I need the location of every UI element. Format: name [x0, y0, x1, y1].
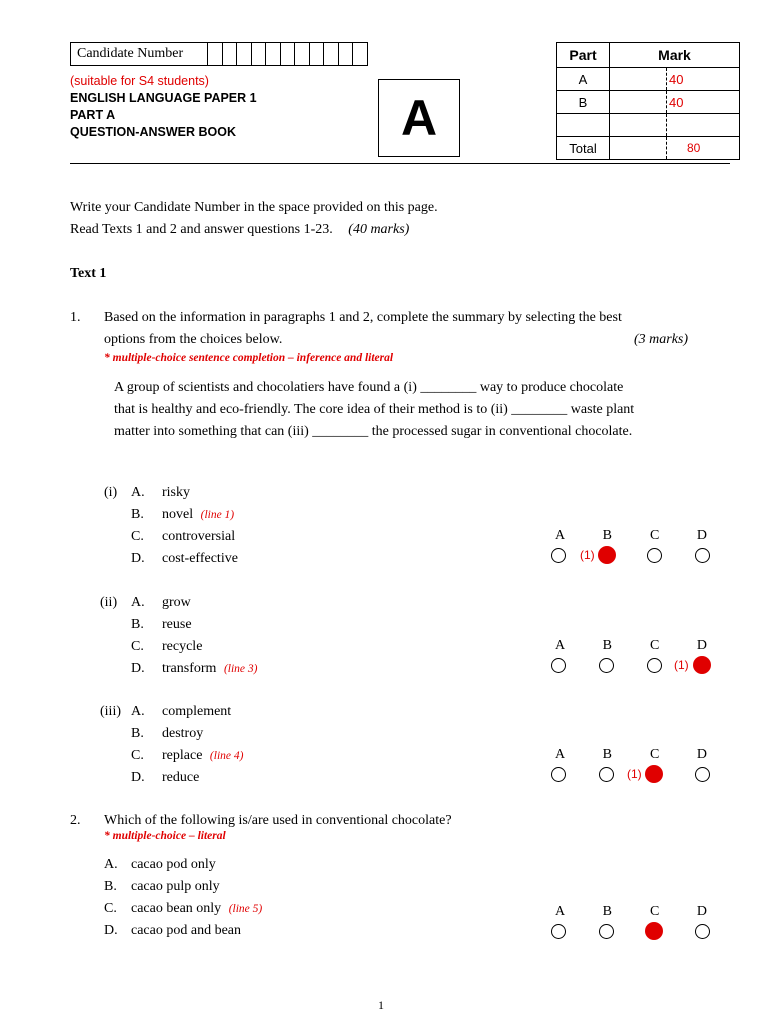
answer-letter: C — [649, 904, 660, 919]
option-text-value: cacao bean only — [131, 901, 222, 916]
answer-bubble-c-filled[interactable] — [645, 765, 663, 783]
option-text-value: transform — [162, 661, 217, 676]
option-text: cost-effective — [162, 551, 238, 566]
candidate-digit-cell[interactable] — [237, 43, 252, 65]
candidate-digit-cell[interactable] — [266, 43, 281, 65]
question-type-note: * multiple-choice sentence completion – inference and literal — [104, 352, 394, 364]
answer-letter: D — [696, 904, 708, 919]
answer-bubble-b[interactable] — [599, 767, 614, 782]
option-text — [162, 747, 243, 765]
answer-letters — [551, 528, 711, 544]
header-divider — [70, 163, 730, 164]
instruction-line: Write your Candidate Number in the space provided on this page. — [70, 200, 438, 215]
mark-award: (1) — [674, 658, 689, 672]
option-letter: A. — [131, 485, 145, 500]
mark-row-blank — [610, 114, 667, 137]
option-text: grow — [162, 595, 191, 610]
mark-award: (1) — [627, 767, 642, 781]
option-letter: C. — [104, 901, 117, 916]
candidate-digit-cell[interactable] — [223, 43, 238, 65]
answer-letters — [551, 904, 711, 920]
option-text: cacao pod and bean — [131, 923, 241, 938]
option-letter: C. — [131, 748, 144, 763]
mark-award: (1) — [580, 548, 595, 562]
candidate-digit-cell[interactable] — [252, 43, 267, 65]
mark-row-part: B — [557, 91, 610, 114]
option-text — [162, 506, 234, 524]
paper-part: PART A — [70, 108, 116, 122]
mark-row-total: 80 — [667, 137, 740, 160]
candidate-number-box — [70, 42, 368, 66]
answer-bubble-c-filled[interactable] — [645, 922, 663, 940]
page-number: 1 — [378, 998, 384, 1012]
answer-bubble-a[interactable] — [551, 924, 566, 939]
option-letter: A. — [104, 857, 118, 872]
option-text: reuse — [162, 617, 192, 632]
candidate-digit-cell[interactable] — [208, 43, 223, 65]
question-number: 2. — [70, 813, 81, 828]
mark-row-blank — [610, 91, 667, 114]
option-text: reduce — [162, 770, 200, 785]
summary-line: that is healthy and eco-friendly. The core idea of their method is to (ii) ________ waste plant — [114, 402, 635, 417]
option-letter: C. — [131, 529, 144, 544]
option-letter: B. — [131, 617, 144, 632]
answer-letter: C — [649, 638, 660, 653]
answer-letter: B — [602, 638, 612, 653]
answer-letter: B — [602, 528, 612, 543]
option-letter: B. — [131, 507, 144, 522]
answer-letter: A — [554, 747, 566, 762]
option-text: complement — [162, 704, 232, 719]
candidate-digit-cell[interactable] — [310, 43, 325, 65]
answer-bubble-d[interactable] — [695, 767, 710, 782]
candidate-number-label: Candidate Number — [71, 43, 208, 65]
mark-table-part-header: Part — [557, 43, 610, 68]
candidate-digit-cell[interactable] — [353, 43, 367, 65]
option-text: cacao pulp only — [131, 879, 220, 894]
summary-line: matter into something that can (iii) ________ the processed sugar in conventional chocolate. — [114, 424, 633, 439]
sub-question-label: (iii) — [100, 704, 121, 719]
section-title: Text 1 — [70, 266, 107, 281]
answer-bubble-d-filled[interactable] — [693, 656, 711, 674]
line-reference: (line 5) — [228, 903, 263, 915]
answer-bubble-d[interactable] — [695, 548, 710, 563]
mark-table-mark-header: Mark — [610, 43, 740, 68]
question-type-note: * multiple-choice – literal — [104, 830, 226, 842]
answer-letter: C — [649, 747, 660, 762]
line-reference: (line 1) — [200, 509, 235, 521]
option-letter: B. — [104, 879, 117, 894]
book-title: QUESTION-ANSWER BOOK — [70, 125, 236, 139]
answer-bubble-b[interactable] — [599, 924, 614, 939]
answer-letter: A — [554, 904, 566, 919]
answer-bubble-a[interactable] — [551, 658, 566, 673]
question-text: Which of the following is/are used in conventional chocolate? — [104, 813, 452, 828]
option-text-value: novel — [162, 507, 194, 522]
mark-row-mark: 40 — [667, 68, 740, 91]
line-reference: (line 3) — [223, 663, 258, 675]
answer-letter: A — [554, 638, 566, 653]
mark-row-part: A — [557, 68, 610, 91]
answer-bubble-c[interactable] — [647, 548, 662, 563]
option-letter: B. — [131, 726, 144, 741]
option-text: risky — [162, 485, 190, 500]
answer-letters — [551, 747, 711, 763]
line-reference: (line 4) — [209, 750, 244, 762]
answer-letter: D — [696, 638, 708, 653]
option-text: destroy — [162, 726, 204, 741]
sub-question-label: (ii) — [100, 595, 118, 610]
instruction-text: Read Texts 1 and 2 and answer questions 1-23. — [70, 222, 333, 237]
answer-bubble-b[interactable] — [599, 658, 614, 673]
answer-letter: B — [602, 747, 612, 762]
suitable-note: (suitable for S4 students) — [70, 74, 209, 88]
paper-header — [70, 73, 257, 141]
option-text — [162, 660, 257, 678]
instruction-line — [70, 221, 409, 239]
option-letter: D. — [131, 770, 145, 785]
answer-bubble-a[interactable] — [551, 548, 566, 563]
question-text: Based on the information in paragraphs 1 and 2, complete the summary by selecting the best — [104, 310, 622, 325]
instruction-marks: (40 marks) — [348, 222, 410, 237]
option-letter: A. — [131, 704, 145, 719]
question-marks: (3 marks) — [634, 332, 689, 347]
candidate-digit-cell[interactable] — [339, 43, 354, 65]
option-text-value: replace — [162, 748, 203, 763]
question-text: options from the choices below. — [104, 332, 283, 347]
question-number: 1. — [70, 310, 81, 325]
summary-line: A group of scientists and chocolatiers have found a (i) ________ way to produce chocolate — [114, 380, 624, 395]
answer-letter: C — [649, 528, 660, 543]
mark-table — [556, 42, 740, 160]
option-letter: D. — [131, 551, 145, 566]
mark-row-part: Total — [557, 137, 610, 160]
answer-letter: A — [554, 528, 566, 543]
answer-bubble-a[interactable] — [551, 767, 566, 782]
option-text: controversial — [162, 529, 236, 544]
paper-title: ENGLISH LANGUAGE PAPER 1 — [70, 91, 257, 105]
mark-row-blank — [610, 68, 667, 91]
option-letter: A. — [131, 595, 145, 610]
answer-letter: B — [602, 904, 612, 919]
mark-row-mark — [667, 114, 740, 137]
answer-bubble-b-filled[interactable] — [598, 546, 616, 564]
answer-letters — [551, 638, 711, 654]
answer-letter: D — [696, 528, 708, 543]
candidate-digit-cell[interactable] — [295, 43, 310, 65]
mark-row-blank — [610, 137, 667, 160]
option-text: cacao pod only — [131, 857, 216, 872]
option-letter: C. — [131, 639, 144, 654]
mark-row-mark: 40 — [667, 91, 740, 114]
answer-bubble-c[interactable] — [647, 658, 662, 673]
candidate-digit-cell[interactable] — [281, 43, 296, 65]
option-text: recycle — [162, 639, 203, 654]
mark-row-part — [557, 114, 610, 137]
answer-bubble-d[interactable] — [695, 924, 710, 939]
sub-question-label: (i) — [104, 485, 118, 500]
answer-letter: D — [696, 747, 708, 762]
part-letter-box: A — [378, 79, 460, 157]
option-letter: D. — [131, 661, 145, 676]
option-text — [131, 900, 262, 918]
option-letter: D. — [104, 923, 118, 938]
candidate-digit-cell[interactable] — [324, 43, 339, 65]
